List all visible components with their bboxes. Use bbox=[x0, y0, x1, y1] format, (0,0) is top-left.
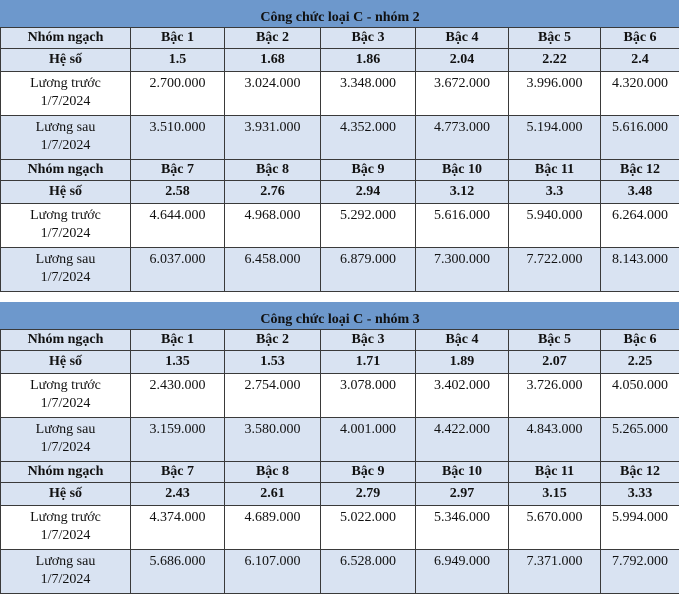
salary-after-label-line2: 1/7/2024 bbox=[40, 138, 91, 153]
salary-before-label-line2: 1/7/2024 bbox=[40, 528, 91, 543]
coefficient-row bbox=[1, 351, 679, 374]
table-separator bbox=[0, 293, 679, 302]
coefficient-value: 2.79 bbox=[321, 483, 416, 506]
coefficient-row bbox=[1, 181, 679, 204]
table-title-row bbox=[1, 1, 679, 28]
coefficient-value: 2.25 bbox=[601, 351, 679, 374]
table-title: Công chức loại C - nhóm 2 bbox=[1, 1, 679, 28]
salary-after-value: 4.001.000 bbox=[321, 418, 416, 462]
level-header: Bậc 2 bbox=[225, 330, 321, 351]
salary-after-value: 4.422.000 bbox=[416, 418, 509, 462]
salary-before-value: 3.078.000 bbox=[321, 374, 416, 418]
salary-after-label bbox=[1, 550, 131, 594]
salary-table-group-2 bbox=[0, 0, 679, 292]
coefficient-label: Hệ số bbox=[1, 181, 131, 204]
level-header: Bậc 6 bbox=[601, 330, 679, 351]
coefficient-value: 3.15 bbox=[509, 483, 601, 506]
salary-after-value: 3.580.000 bbox=[225, 418, 321, 462]
level-header: Bậc 9 bbox=[321, 462, 416, 483]
salary-before-value: 2.754.000 bbox=[225, 374, 321, 418]
salary-before-value: 4.050.000 bbox=[601, 374, 679, 418]
level-header: Bậc 3 bbox=[321, 28, 416, 49]
salary-before-value: 3.672.000 bbox=[416, 72, 509, 116]
coefficient-value: 2.22 bbox=[509, 49, 601, 72]
coefficient-value: 2.58 bbox=[131, 181, 225, 204]
level-header: Bậc 7 bbox=[131, 462, 225, 483]
coefficient-value: 2.61 bbox=[225, 483, 321, 506]
salary-after-value: 7.792.000 bbox=[601, 550, 679, 594]
coefficient-value: 2.4 bbox=[601, 49, 679, 72]
salary-before-label-line1: Lương trước bbox=[30, 208, 101, 223]
coefficient-value: 2.94 bbox=[321, 181, 416, 204]
salary-before-label-line1: Lương trước bbox=[30, 378, 101, 393]
coefficient-row bbox=[1, 483, 679, 506]
salary-after-label bbox=[1, 116, 131, 160]
salary-after-label-line2: 1/7/2024 bbox=[40, 270, 91, 285]
salary-after-label-line2: 1/7/2024 bbox=[40, 440, 91, 455]
salary-before-row bbox=[1, 204, 679, 248]
level-header: Bậc 11 bbox=[509, 462, 601, 483]
salary-after-label-line1: Lương sau bbox=[35, 554, 96, 569]
coefficient-label: Hệ số bbox=[1, 49, 131, 72]
coefficient-value: 2.07 bbox=[509, 351, 601, 374]
salary-before-value: 5.616.000 bbox=[416, 204, 509, 248]
salary-after-label-line1: Lương sau bbox=[35, 252, 96, 267]
level-header-row bbox=[1, 330, 679, 351]
table-title-row bbox=[1, 303, 679, 330]
coefficient-value: 1.89 bbox=[416, 351, 509, 374]
coefficient-value: 1.86 bbox=[321, 49, 416, 72]
level-header-row bbox=[1, 462, 679, 483]
level-header-row bbox=[1, 28, 679, 49]
coefficient-value: 1.35 bbox=[131, 351, 225, 374]
level-header: Bậc 2 bbox=[225, 28, 321, 49]
salary-after-value: 3.159.000 bbox=[131, 418, 225, 462]
level-header: Bậc 1 bbox=[131, 28, 225, 49]
salary-after-row bbox=[1, 418, 679, 462]
level-header: Bậc 4 bbox=[416, 28, 509, 49]
coefficient-value: 2.76 bbox=[225, 181, 321, 204]
salary-before-value: 3.996.000 bbox=[509, 72, 601, 116]
salary-table-group-3 bbox=[0, 302, 679, 594]
salary-before-value: 2.700.000 bbox=[131, 72, 225, 116]
salary-before-value: 3.024.000 bbox=[225, 72, 321, 116]
salary-before-value: 4.968.000 bbox=[225, 204, 321, 248]
coefficient-label: Hệ số bbox=[1, 483, 131, 506]
coefficient-value: 2.97 bbox=[416, 483, 509, 506]
salary-before-value: 5.346.000 bbox=[416, 506, 509, 550]
salary-before-label bbox=[1, 506, 131, 550]
salary-after-label-line1: Lương sau bbox=[35, 422, 96, 437]
coefficient-value: 3.48 bbox=[601, 181, 679, 204]
salary-after-value: 5.616.000 bbox=[601, 116, 679, 160]
salary-before-value: 5.994.000 bbox=[601, 506, 679, 550]
salary-table bbox=[0, 302, 679, 594]
level-header: Bậc 9 bbox=[321, 160, 416, 181]
salary-before-value: 2.430.000 bbox=[131, 374, 225, 418]
salary-before-label-line2: 1/7/2024 bbox=[40, 226, 91, 241]
level-header: Bậc 10 bbox=[416, 160, 509, 181]
salary-after-value: 5.194.000 bbox=[509, 116, 601, 160]
level-header: Bậc 11 bbox=[509, 160, 601, 181]
level-header-row bbox=[1, 160, 679, 181]
salary-before-value: 4.644.000 bbox=[131, 204, 225, 248]
salary-before-value: 5.292.000 bbox=[321, 204, 416, 248]
salary-after-value: 7.722.000 bbox=[509, 248, 601, 292]
salary-before-label bbox=[1, 374, 131, 418]
level-header: Bậc 10 bbox=[416, 462, 509, 483]
salary-before-value: 3.726.000 bbox=[509, 374, 601, 418]
salary-after-row bbox=[1, 550, 679, 594]
salary-after-value: 7.300.000 bbox=[416, 248, 509, 292]
salary-table bbox=[0, 0, 679, 292]
salary-before-value: 6.264.000 bbox=[601, 204, 679, 248]
coefficient-value: 1.68 bbox=[225, 49, 321, 72]
salary-after-value: 6.879.000 bbox=[321, 248, 416, 292]
level-header: Bậc 4 bbox=[416, 330, 509, 351]
group-label: Nhóm ngạch bbox=[1, 28, 131, 49]
salary-after-value: 5.686.000 bbox=[131, 550, 225, 594]
salary-after-value: 6.528.000 bbox=[321, 550, 416, 594]
coefficient-value: 3.3 bbox=[509, 181, 601, 204]
level-header: Bậc 7 bbox=[131, 160, 225, 181]
coefficient-value: 3.12 bbox=[416, 181, 509, 204]
coefficient-value: 1.71 bbox=[321, 351, 416, 374]
group-label: Nhóm ngạch bbox=[1, 462, 131, 483]
salary-after-value: 4.352.000 bbox=[321, 116, 416, 160]
salary-before-row bbox=[1, 72, 679, 116]
salary-before-label-line1: Lương trước bbox=[30, 510, 101, 525]
salary-after-value: 6.458.000 bbox=[225, 248, 321, 292]
coefficient-row bbox=[1, 49, 679, 72]
level-header: Bậc 12 bbox=[601, 160, 679, 181]
salary-after-row bbox=[1, 116, 679, 160]
salary-before-value: 5.940.000 bbox=[509, 204, 601, 248]
salary-before-value: 5.022.000 bbox=[321, 506, 416, 550]
level-header: Bậc 12 bbox=[601, 462, 679, 483]
salary-before-value: 4.689.000 bbox=[225, 506, 321, 550]
salary-after-label-line1: Lương sau bbox=[35, 120, 96, 135]
salary-before-row bbox=[1, 374, 679, 418]
salary-after-value: 4.843.000 bbox=[509, 418, 601, 462]
level-header: Bậc 8 bbox=[225, 462, 321, 483]
coefficient-label: Hệ số bbox=[1, 351, 131, 374]
salary-before-value: 3.348.000 bbox=[321, 72, 416, 116]
salary-after-value: 3.931.000 bbox=[225, 116, 321, 160]
salary-after-label-line2: 1/7/2024 bbox=[40, 572, 91, 587]
group-label: Nhóm ngạch bbox=[1, 160, 131, 181]
salary-before-row bbox=[1, 506, 679, 550]
salary-before-value: 4.320.000 bbox=[601, 72, 679, 116]
salary-after-label bbox=[1, 248, 131, 292]
level-header: Bậc 8 bbox=[225, 160, 321, 181]
salary-after-value: 6.949.000 bbox=[416, 550, 509, 594]
level-header: Bậc 5 bbox=[509, 28, 601, 49]
coefficient-value: 2.43 bbox=[131, 483, 225, 506]
salary-after-value: 8.143.000 bbox=[601, 248, 679, 292]
group-label: Nhóm ngạch bbox=[1, 330, 131, 351]
salary-after-value: 5.265.000 bbox=[601, 418, 679, 462]
salary-before-label-line2: 1/7/2024 bbox=[40, 396, 91, 411]
salary-before-label bbox=[1, 204, 131, 248]
salary-after-value: 6.107.000 bbox=[225, 550, 321, 594]
coefficient-value: 1.5 bbox=[131, 49, 225, 72]
salary-after-label bbox=[1, 418, 131, 462]
coefficient-value: 2.04 bbox=[416, 49, 509, 72]
salary-before-label-line1: Lương trước bbox=[30, 76, 101, 91]
salary-after-value: 7.371.000 bbox=[509, 550, 601, 594]
level-header: Bậc 3 bbox=[321, 330, 416, 351]
salary-before-value: 3.402.000 bbox=[416, 374, 509, 418]
level-header: Bậc 5 bbox=[509, 330, 601, 351]
salary-after-value: 6.037.000 bbox=[131, 248, 225, 292]
salary-before-value: 5.670.000 bbox=[509, 506, 601, 550]
salary-before-label-line2: 1/7/2024 bbox=[40, 94, 91, 109]
salary-before-label bbox=[1, 72, 131, 116]
salary-before-value: 4.374.000 bbox=[131, 506, 225, 550]
table-title: Công chức loại C - nhóm 3 bbox=[1, 303, 679, 330]
salary-after-row bbox=[1, 248, 679, 292]
coefficient-value: 3.33 bbox=[601, 483, 679, 506]
salary-after-value: 3.510.000 bbox=[131, 116, 225, 160]
level-header: Bậc 1 bbox=[131, 330, 225, 351]
level-header: Bậc 6 bbox=[601, 28, 679, 49]
coefficient-value: 1.53 bbox=[225, 351, 321, 374]
salary-after-value: 4.773.000 bbox=[416, 116, 509, 160]
